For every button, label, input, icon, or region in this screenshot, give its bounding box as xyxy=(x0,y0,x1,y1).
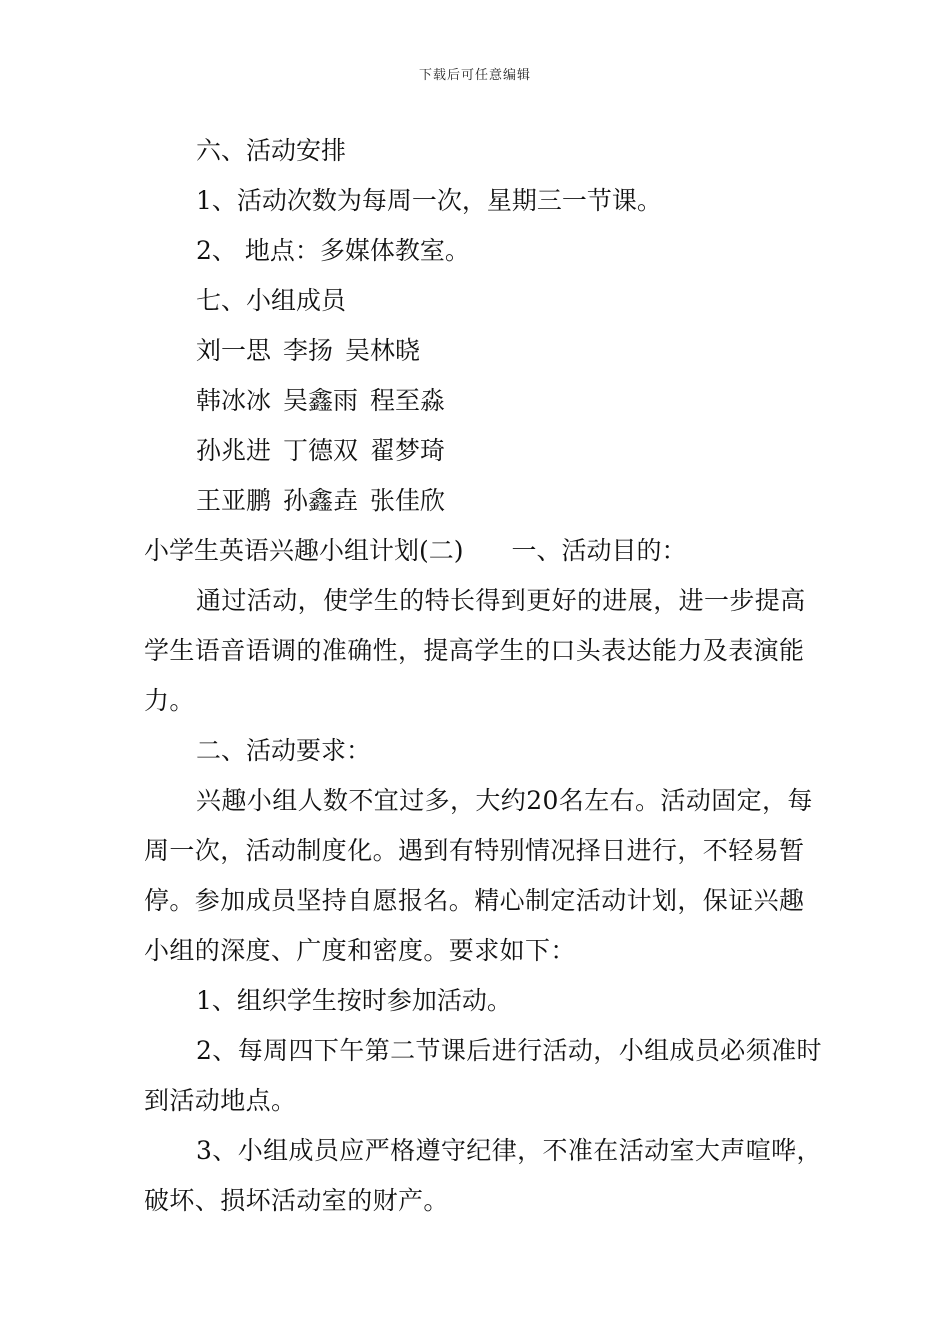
goal-paragraph: 通过活动，使学生的特长得到更好的进展，进一步提高学生语音语调的准确性，提高学生的口头表达能力及表演能力。 xyxy=(144,586,806,715)
document-body xyxy=(144,126,824,1226)
member-name: 孙鑫垚 xyxy=(283,486,359,515)
member-name: 程至淼 xyxy=(370,386,446,415)
member-name: 孙兆进 xyxy=(196,436,272,465)
plan-2-title: 小学生英语兴趣小组计划(二) xyxy=(144,536,464,565)
member-row xyxy=(144,476,824,526)
requirements-paragraph: 兴趣小组人数不宜过多，大约20名左右。活动固定，每周一次，活动制度化。遇到有特别情况择日进行，不轻易暂停。参加成员坚持自愿报名。精心制定活动计划，保证兴趣小组的深度、广度和密度。要求如下： xyxy=(144,786,813,965)
member-name: 丁德双 xyxy=(283,436,359,465)
section-7-title: 七、小组成员 xyxy=(196,286,347,315)
section-6-item-2: 2、 地点：多媒体教室。 xyxy=(196,236,470,265)
requirement-item-2: 2、每周四下午第二节课后进行活动，小组成员必须准时到活动地点。 xyxy=(144,1036,822,1115)
member-name: 张佳欣 xyxy=(370,486,446,515)
member-name: 翟梦琦 xyxy=(370,436,446,465)
page-header-note: 下载后可任意编辑 xyxy=(418,68,531,83)
member-row xyxy=(144,376,824,426)
member-name: 王亚鹏 xyxy=(196,486,272,515)
member-name: 吴林晓 xyxy=(345,336,421,365)
section-6-title: 六、活动安排 xyxy=(196,136,347,165)
requirements-title: 二、活动要求： xyxy=(196,736,372,765)
member-name: 韩冰冰 xyxy=(196,386,272,415)
goal-title: 一、活动目的： xyxy=(511,536,687,565)
requirement-item-1: 1、组织学生按时参加活动。 xyxy=(196,986,512,1015)
member-row xyxy=(144,426,824,476)
section-6-item-1: 1、活动次数为每周一次，星期三一节课。 xyxy=(196,186,662,215)
member-name: 刘一思 xyxy=(196,336,272,365)
member-row xyxy=(144,326,824,376)
member-name: 李扬 xyxy=(283,336,334,365)
member-name: 吴鑫雨 xyxy=(283,386,359,415)
plan-2-heading-line xyxy=(144,526,824,576)
requirement-item-3: 3、小组成员应严格遵守纪律，不准在活动室大声喧哗，破坏、损坏活动室的财产。 xyxy=(144,1136,822,1215)
